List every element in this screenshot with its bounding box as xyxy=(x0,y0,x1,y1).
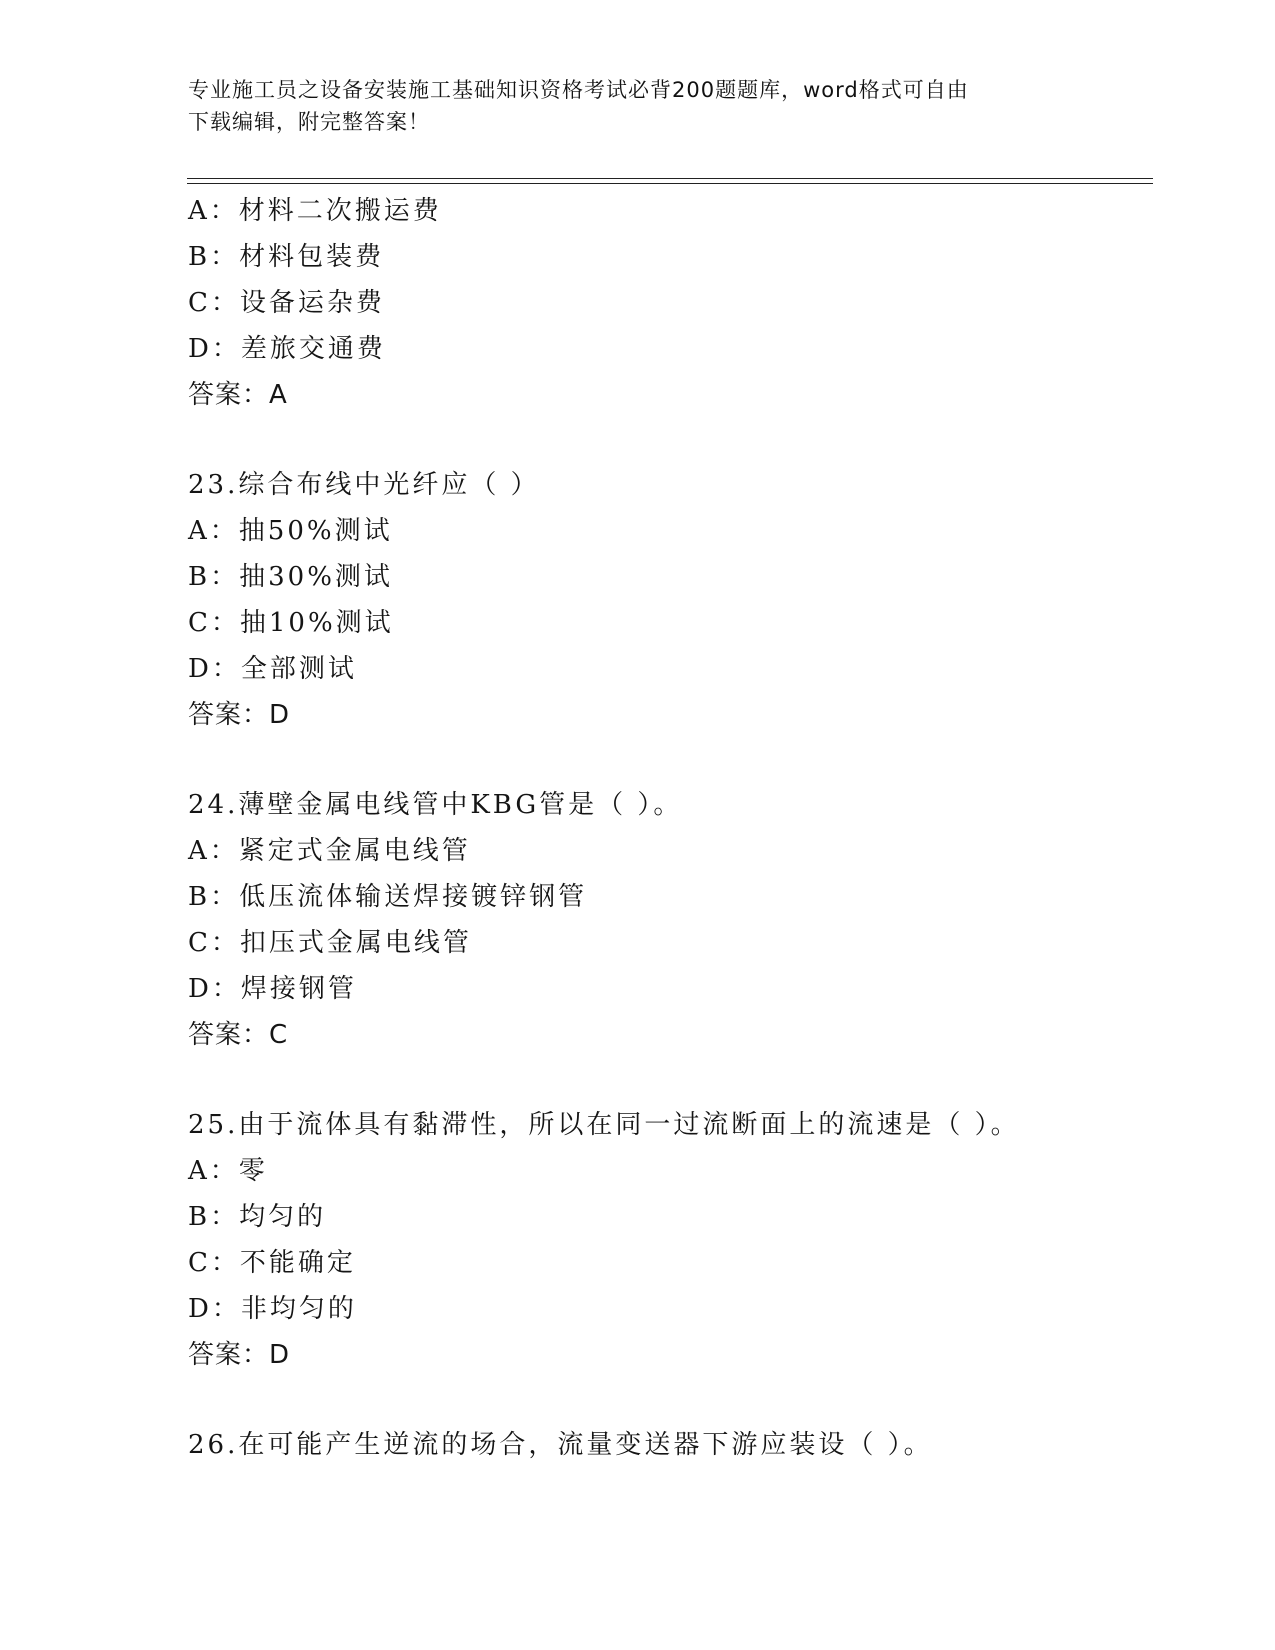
option-d: D：全部测试 xyxy=(188,654,357,684)
option-d: D：差旅交通费 xyxy=(188,334,386,364)
answer: 答案：D xyxy=(188,1340,291,1370)
question-22 xyxy=(188,188,1148,418)
answer: 答案：A xyxy=(188,380,288,410)
option-d: D：非均匀的 xyxy=(188,1294,357,1324)
document-header xyxy=(188,74,1068,138)
option-b: B：材料包装费 xyxy=(188,242,385,272)
spacer xyxy=(188,1378,1148,1422)
header-divider-bottom xyxy=(187,183,1153,184)
option-c: C：抽10%测试 xyxy=(188,608,394,638)
question-stem: 23.综合布线中光纤应（ ） xyxy=(188,470,540,500)
header-divider-top xyxy=(187,178,1153,179)
option-c: C：设备运杂费 xyxy=(188,288,385,318)
option-a: A：紧定式金属电线管 xyxy=(188,836,471,866)
question-list xyxy=(188,188,1148,1468)
option-b: B：低压流体输送焊接镀锌钢管 xyxy=(188,882,588,912)
question-23 xyxy=(188,462,1148,738)
option-a: A：抽50%测试 xyxy=(188,516,393,546)
option-b: B：均匀的 xyxy=(188,1202,327,1232)
header-line-2: 下载编辑，附完整答案！ xyxy=(188,110,430,134)
option-d: D：焊接钢管 xyxy=(188,974,357,1004)
question-stem: 26.在可能产生逆流的场合，流量变送器下游应装设（ ）。 xyxy=(188,1430,933,1460)
spacer xyxy=(188,1058,1148,1102)
option-c: C：不能确定 xyxy=(188,1248,356,1278)
spacer xyxy=(188,738,1148,782)
question-24 xyxy=(188,782,1148,1058)
answer: 答案：D xyxy=(188,700,291,730)
option-b: B：抽30%测试 xyxy=(188,562,393,592)
question-25 xyxy=(188,1102,1148,1378)
answer: 答案：C xyxy=(188,1020,289,1050)
option-c: C：扣压式金属电线管 xyxy=(188,928,472,958)
question-stem: 25.由于流体具有黏滞性，所以在同一过流断面上的流速是（ ）。 xyxy=(188,1110,1020,1140)
option-a: A：材料二次搬运费 xyxy=(188,196,442,226)
spacer xyxy=(188,418,1148,462)
question-26 xyxy=(188,1422,1148,1468)
header-line-1: 专业施工员之设备安装施工基础知识资格考试必背200题题库，word格式可自由 xyxy=(188,78,969,102)
option-a: A：零 xyxy=(188,1156,268,1186)
question-stem: 24.薄壁金属电线管中KBG管是（ ）。 xyxy=(188,790,683,820)
